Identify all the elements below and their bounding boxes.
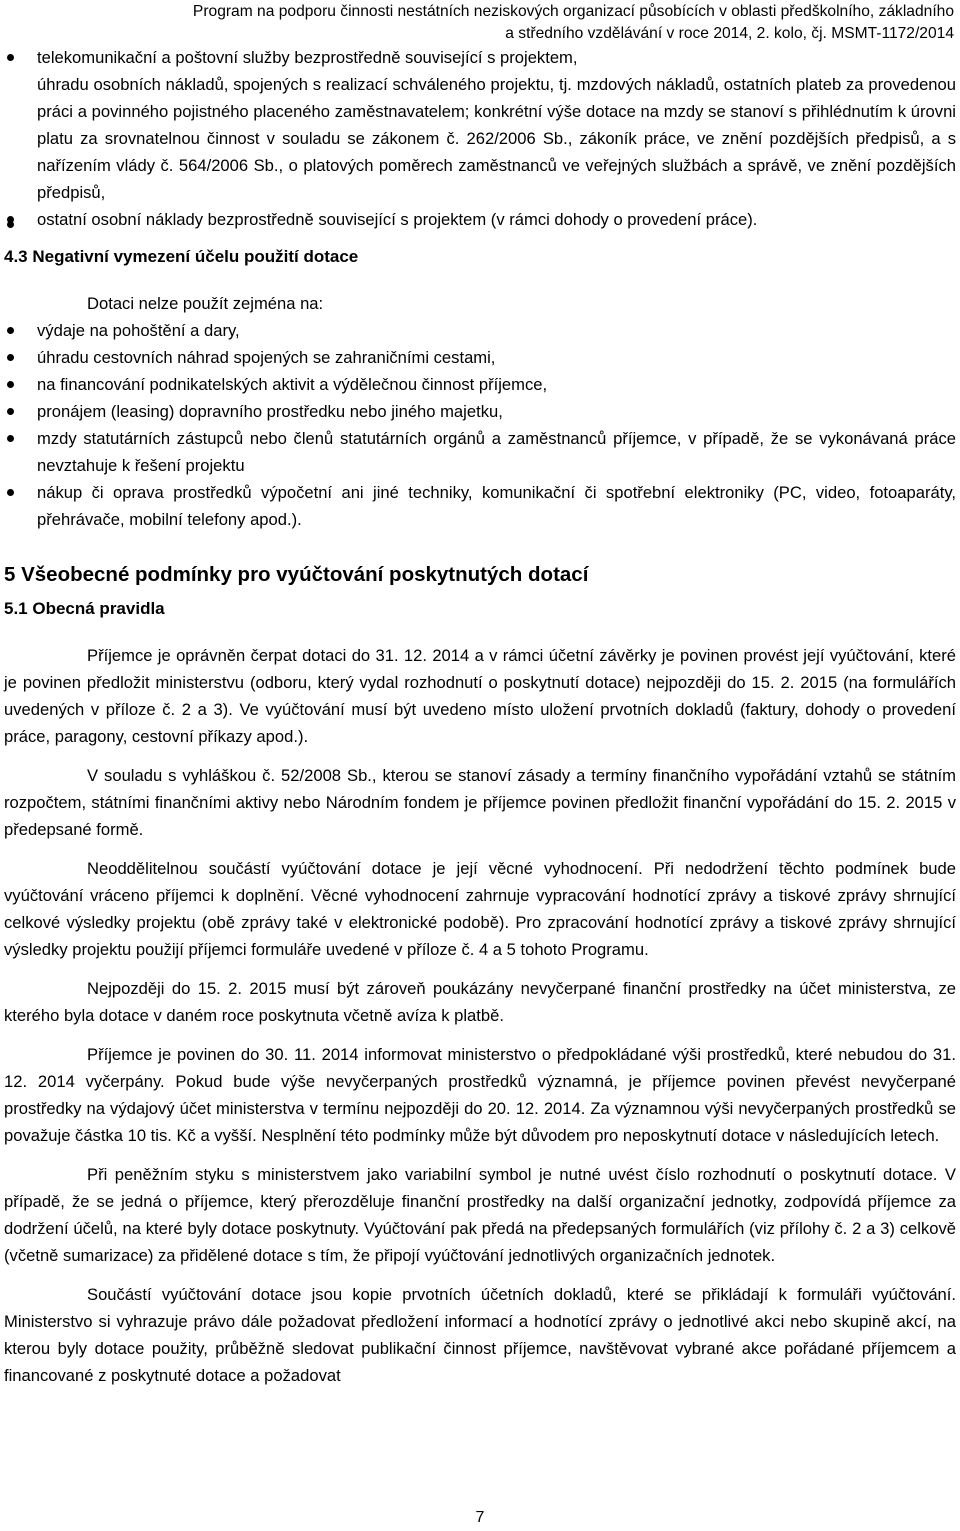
excluded-uses-list <box>4 317 956 533</box>
header-line-1: Program na podporu činnosti nestátních neziskových organizací působících v oblasti předškolního, základního <box>192 3 954 20</box>
page-number: 7 <box>475 1509 485 1526</box>
document-body <box>4 44 956 1401</box>
header-line-2: a středního vzdělávání v roce 2014, 2. kolo, čj. MSMT-1172/2014 <box>505 25 954 42</box>
paragraph: Při peněžním styku s ministerstvem jako variabilní symbol je nutné uvést číslo rozhodnutí o poskytnutí dotace. V případě, že se jedná o příjemce, který přerozděluje finanční prostředky na další organizační jednotky, zodpovídá příjemce za dodržení účelů, na které byly dotace poskytnuty. Vyúčtování pak předá na předepsaných formulářích (viz přílohy č. 2 a 3) celkově (včetně sumarizace) za přidělené dotace s tím, že připojí vyúčtování jednotlivých organizačních jednotek. <box>4 1165 956 1265</box>
list-item: ostatní osobní náklady bezprostředně související s projektem (v rámci dohody o provedení práce). <box>4 206 956 233</box>
cost-items-list <box>4 44 956 233</box>
paragraph: V souladu s vyhláškou č. 52/2008 Sb., kterou se stanoví zásady a termíny finančního vypořádání vztahů se státním rozpočtem, státními finančními aktivy nebo Národním fondem je příjemce povinen předložit finanční vypořádání do 15. 2. 2015 v předepsané formě. <box>4 766 956 839</box>
section-heading-5-1: 5.1 Obecná pravidla <box>4 599 165 618</box>
list-item: na financování podnikatelských aktivit a výdělečnou činnost příjemce, <box>4 371 956 398</box>
paragraph: Příjemce je oprávněn čerpat dotaci do 31. 12. 2014 a v rámci účetní závěrky je povinen provést její vyúčtování, které je povinen předložit ministerstvu (odboru, který vydal rozhodnutí o poskytnutí dotace) nejpozději do 15. 2. 2015 (na formulářích uvedených v příloze č. 2 a 3). Ve vyúčtování musí být uvedeno místo uložení prvotních dokladů (faktury, dohody o provedení práce, paragony, cestovní příkazy apod.). <box>4 646 956 746</box>
list-item: výdaje na pohoštění a dary, <box>4 317 956 344</box>
section-heading-5: 5 Všeobecné podmínky pro vyúčtování poskytnutých dotací <box>4 563 589 586</box>
list-item: pronájem (leasing) dopravního prostředku nebo jiného majetku, <box>4 398 956 425</box>
list-item: telekomunikační a poštovní služby bezprostředně související s projektem, <box>4 44 956 71</box>
paragraph: Příjemce je povinen do 30. 11. 2014 informovat ministerstvo o předpokládané výši prostředků, které nebudou do 31. 12. 2014 vyčerpány. Pokud bude výše nevyčerpaných prostředků významná, je příjemce povinen převést nevyčerpané prostředky na výdajový účet ministerstva v termínu nejpozději do 20. 12. 2014. Za významnou výši nevyčerpaných prostředků se považuje částka 10 tis. Kč a vyšší. Nesplnění této podmínky může být důvodem pro neposkytnutí dotace v následujících letech. <box>4 1045 956 1145</box>
list-item: mzdy statutárních zástupců nebo členů statutárních orgánů a zaměstnanců příjemce, v případě, že se vykonávaná práce nevztahuje k řešení projektu <box>4 425 956 479</box>
list-item: nákup či oprava prostředků výpočetní ani jiné techniky, komunikační či spotřební elektroniky (PC, video, fotoaparáty, přehrávače, mobilní telefony apod.). <box>4 479 956 533</box>
section-heading-4-3: 4.3 Negativní vymezení účelu použití dotace <box>4 247 359 266</box>
paragraph: Neoddělitelnou součástí vyúčtování dotace je její věcné vyhodnocení. Při nedodržení těchto podmínek bude vyúčtování vráceno příjemci k doplnění. Věcné vyhodnocení zahrnuje vypracování hodnotící zprávy a tiskové zprávy shrnující celkové výsledky projektu (obě zprávy také v elektronické podobě). Pro zpracování hodnotící zprávy a tiskové zprávy shrnující výsledky projektu použijí příjemci formuláře uvedené v příloze č. 4 a 5 tohoto Programu. <box>4 859 956 959</box>
section-intro: Dotaci nelze použít zejména na: <box>87 294 324 313</box>
paragraph: Součástí vyúčtování dotace jsou kopie prvotních účetních dokladů, které se přikládají k formuláři vyúčtování. Ministerstvo si vyhrazuje právo dále požadovat předložení informací a hodnotící zprávy o jednotlivé akci nebo skupině akcí, na kterou byly dotace použity, průběžně sledovat publikační činnost příjemce, navštěvovat vybrané akce pořádané příjemcem a financované z poskytnuté dotace a požadovat <box>4 1285 956 1385</box>
paragraph: Nejpozději do 15. 2. 2015 musí být zároveň poukázány nevyčerpané finanční prostředky na účet ministerstva, ze kterého byla dotace v daném roce poskytnuta včetně avíza k platbě. <box>4 979 956 1025</box>
list-item: úhradu cestovních náhrad spojených se zahraničními cestami, <box>4 344 956 371</box>
list-item: úhradu osobních nákladů, spojených s realizací schváleného projektu, tj. mzdových nákladů, ostatních plateb za provedenou práci a povinného pojistného placeného zaměstnavatelem; konkrétní výše dotace na mzdy se stanoví s přihlédnutím k úrovni platu za srovnatelnou činnost v souladu se zákonem č. 262/2006 Sb., zákoník práce, ve znění pozdějších předpisů, a s nařízením vlády č. 564/2006 Sb., o platových poměrech zaměstnanců ve veřejných službách a správě, ve znění pozdějších předpisů, <box>4 71 956 206</box>
